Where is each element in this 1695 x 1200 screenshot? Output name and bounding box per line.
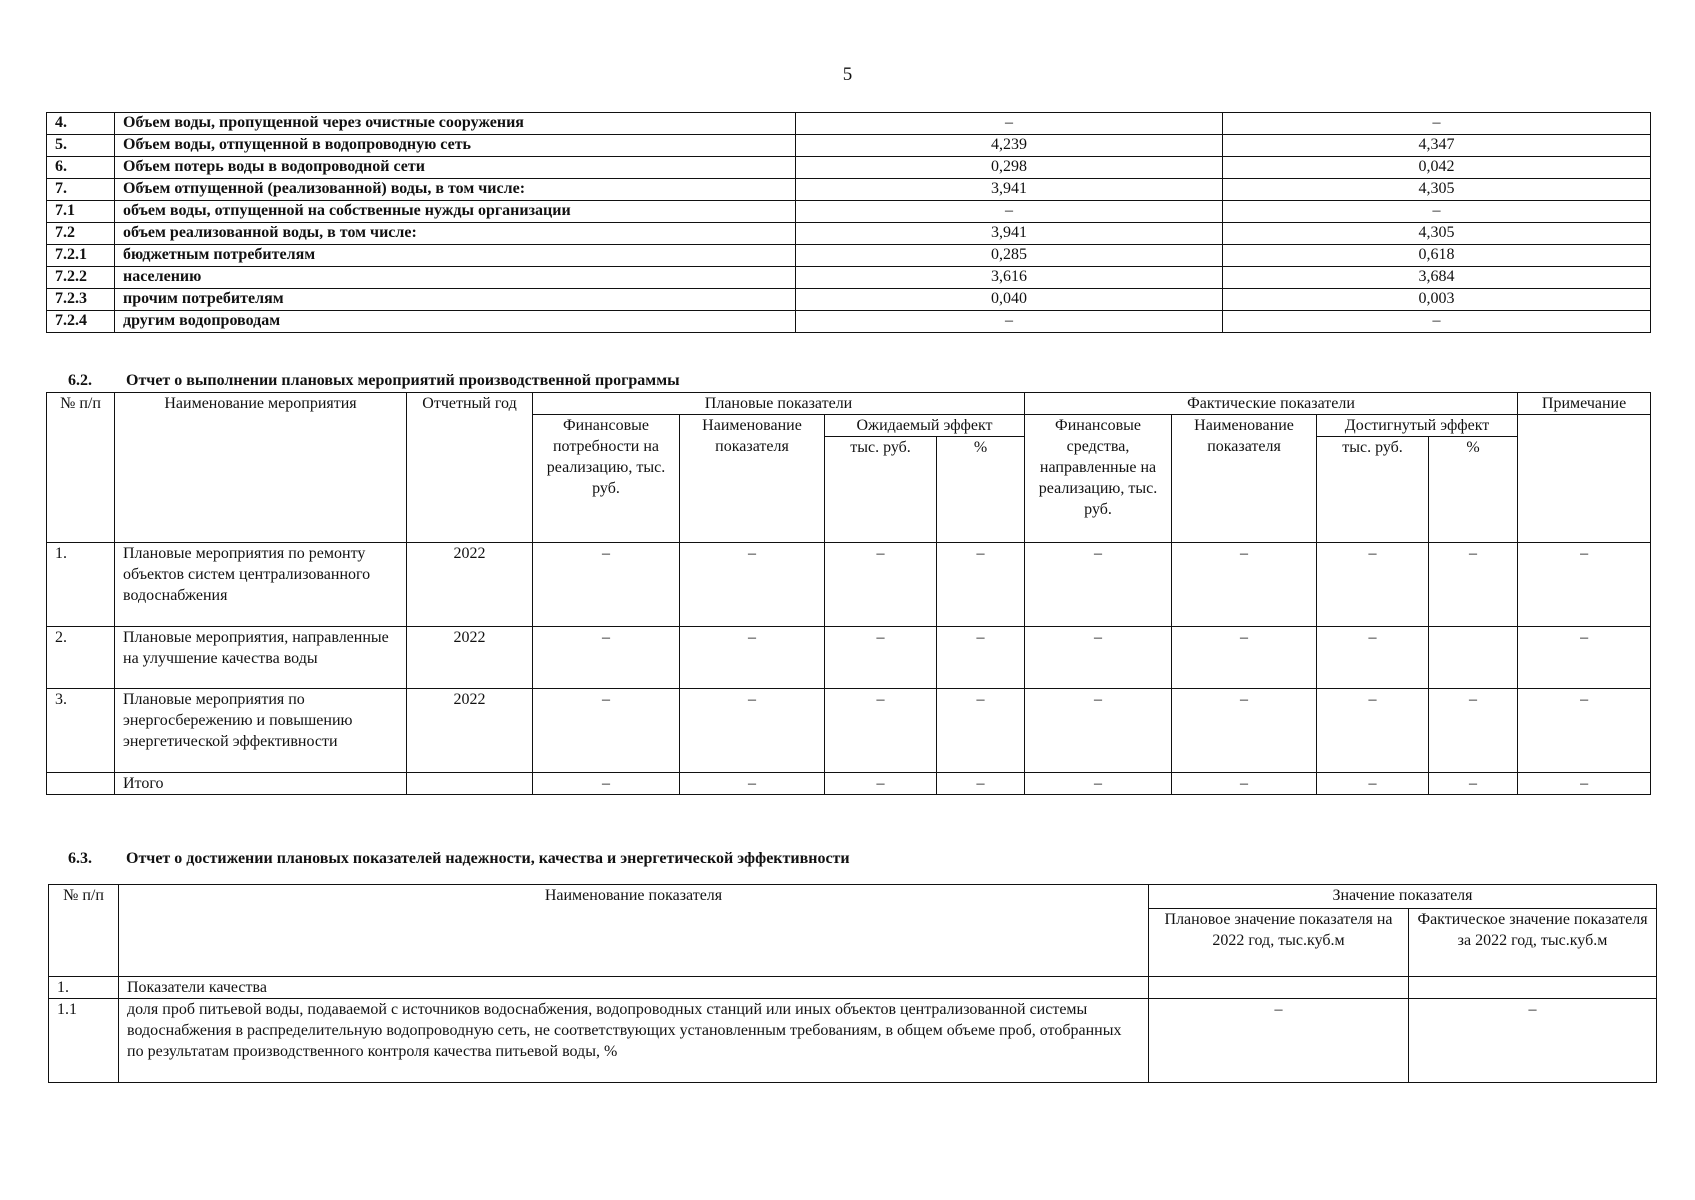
plan-rub-header: тыс. руб. [825, 437, 937, 543]
section-6-3-title: 6.3. Отчет о достижении плановых показателей надежности, качества и энергетической эффективности [68, 850, 850, 867]
row-value-plan: – [796, 113, 1223, 135]
row-value-plan: – [796, 311, 1223, 333]
row-cell: – [1025, 543, 1172, 627]
row-value-plan: 3,941 [796, 179, 1223, 201]
row-cell: – [937, 689, 1025, 773]
table-row [47, 157, 1651, 179]
row-number: 7.2 [47, 223, 115, 245]
row-name: Объем потерь воды в водопроводной сети [115, 157, 796, 179]
table-row [47, 113, 1651, 135]
row-cell: – [937, 773, 1025, 795]
table-row [47, 223, 1651, 245]
row-name: Показатели качества [119, 977, 1149, 999]
row-value-fact: 0,003 [1223, 289, 1651, 311]
row-number: 4. [47, 113, 115, 135]
section-6-2-title: 6.2. Отчет о выполнении плановых мероприятий производственной программы [68, 372, 680, 389]
row-cell: – [825, 689, 937, 773]
row-cell: – [937, 543, 1025, 627]
table-row [47, 773, 1651, 795]
row-name: объем реализованной воды, в том числе: [115, 223, 796, 245]
row-cell: – [1025, 773, 1172, 795]
row-cell: – [533, 543, 680, 627]
row-number [47, 773, 115, 795]
row-value-plan: 4,239 [796, 135, 1223, 157]
table-row [47, 179, 1651, 201]
row-value-fact: 0,618 [1223, 245, 1651, 267]
row-plan-value: – [1149, 999, 1409, 1083]
row-fact-value: – [1409, 999, 1657, 1083]
row-cell: – [825, 773, 937, 795]
row-value-plan: 0,040 [796, 289, 1223, 311]
row-name: Плановые мероприятия, направленные на улучшение качества воды [115, 627, 407, 689]
row-name: другим водопроводам [115, 311, 796, 333]
row-cell: – [825, 543, 937, 627]
fact-rub-header: тыс. руб. [1317, 437, 1429, 543]
fact-pct-header: % [1429, 437, 1518, 543]
row-cell: – [680, 689, 825, 773]
row-cell: – [1317, 773, 1429, 795]
table-row [47, 267, 1651, 289]
col-indicator-name-header: Наименование показателя [119, 885, 1149, 977]
table-row [47, 543, 1651, 627]
row-cell: – [937, 627, 1025, 689]
row-cell: – [1518, 543, 1651, 627]
row-cell: – [1429, 773, 1518, 795]
row-cell: – [1317, 689, 1429, 773]
row-plan-value [1149, 977, 1409, 999]
row-number: 7.2.1 [47, 245, 115, 267]
row-cell: – [680, 773, 825, 795]
row-number: 7.2.3 [47, 289, 115, 311]
row-value-fact: – [1223, 201, 1651, 223]
row-number: 1. [47, 543, 115, 627]
col-num-header: № п/п [49, 885, 119, 977]
row-cell: – [1429, 689, 1518, 773]
fact-value-header: Фактическое значение показателя за 2022 год, тыс.куб.м [1409, 909, 1657, 977]
plan-effect-header: Ожидаемый эффект [825, 415, 1025, 437]
row-cell: – [1518, 627, 1651, 689]
row-cell: – [1317, 543, 1429, 627]
row-year: 2022 [407, 627, 533, 689]
row-value-plan: 3,616 [796, 267, 1223, 289]
row-number: 7.1 [47, 201, 115, 223]
fact-fin-header: Финансовые средства, направленные на реализацию, тыс. руб. [1025, 415, 1172, 543]
table-row [47, 311, 1651, 333]
row-value-fact: 4,305 [1223, 179, 1651, 201]
row-value-fact: 4,305 [1223, 223, 1651, 245]
note-header: Примечание [1518, 393, 1651, 415]
row-cell [1429, 627, 1518, 689]
row-year: 2022 [407, 543, 533, 627]
row-cell: – [680, 627, 825, 689]
row-cell: – [533, 627, 680, 689]
col-name-header: Наименование мероприятия [115, 393, 407, 543]
row-name: населению [115, 267, 796, 289]
note-subheader [1518, 415, 1651, 543]
row-number: 7.2.2 [47, 267, 115, 289]
fact-indicators-header: Фактические показатели [1025, 393, 1518, 415]
row-name: Итого [115, 773, 407, 795]
page-number: 5 [842, 64, 853, 85]
row-number: 1. [49, 977, 119, 999]
row-fact-value [1409, 977, 1657, 999]
row-name: Объем воды, пропущенной через очистные сооружения [115, 113, 796, 135]
table-row [47, 245, 1651, 267]
plan-indicator-name-header: Наименование показателя [680, 415, 825, 543]
row-cell: – [1317, 627, 1429, 689]
row-value-fact: 0,042 [1223, 157, 1651, 179]
row-cell: – [533, 773, 680, 795]
row-value-fact: 4,347 [1223, 135, 1651, 157]
table-row [47, 627, 1651, 689]
row-value-plan: 3,941 [796, 223, 1223, 245]
row-value-fact: – [1223, 113, 1651, 135]
row-number: 6. [47, 157, 115, 179]
water-volume-table [46, 112, 1651, 333]
row-name: бюджетным потребителям [115, 245, 796, 267]
reliability-indicators-table [48, 884, 1657, 1083]
row-name: объем воды, отпущенной на собственные нужды организации [115, 201, 796, 223]
row-cell: – [1518, 689, 1651, 773]
col-num-header: № п/п [47, 393, 115, 543]
col-year-header: Отчетный год [407, 393, 533, 543]
row-name: Плановые мероприятия по ремонту объектов систем централизованного водоснабжения [115, 543, 407, 627]
row-value-fact: 3,684 [1223, 267, 1651, 289]
row-cell: – [1025, 689, 1172, 773]
row-cell: – [533, 689, 680, 773]
row-cell: – [1172, 773, 1317, 795]
plan-fin-header: Финансовые потребности на реализацию, тыс. руб. [533, 415, 680, 543]
row-number: 1.1 [49, 999, 119, 1083]
row-cell: – [1172, 689, 1317, 773]
row-number: 5. [47, 135, 115, 157]
row-value-fact: – [1223, 311, 1651, 333]
row-number: 3. [47, 689, 115, 773]
row-name: Объем отпущенной (реализованной) воды, в том числе: [115, 179, 796, 201]
row-number: 7. [47, 179, 115, 201]
row-value-plan: 0,298 [796, 157, 1223, 179]
row-number: 7.2.4 [47, 311, 115, 333]
table-row [47, 135, 1651, 157]
plan-pct-header: % [937, 437, 1025, 543]
fact-effect-header: Достигнутый эффект [1317, 415, 1518, 437]
table-row [47, 201, 1651, 223]
row-cell: – [1429, 543, 1518, 627]
row-number: 2. [47, 627, 115, 689]
indicator-value-header: Значение показателя [1149, 885, 1657, 909]
table-row [49, 999, 1657, 1083]
row-value-plan: 0,285 [796, 245, 1223, 267]
row-cell: – [825, 627, 937, 689]
table-row [49, 977, 1657, 999]
fact-indicator-name-header: Наименование показателя [1172, 415, 1317, 543]
row-cell: – [680, 543, 825, 627]
plan-value-header: Плановое значение показателя на 2022 год, тыс.куб.м [1149, 909, 1409, 977]
row-value-plan: – [796, 201, 1223, 223]
table-row [47, 289, 1651, 311]
row-year: 2022 [407, 689, 533, 773]
row-cell: – [1025, 627, 1172, 689]
row-name: прочим потребителям [115, 289, 796, 311]
row-name: Плановые мероприятия по энергосбережению и повышению энергетической эффективности [115, 689, 407, 773]
planned-measures-table [46, 392, 1651, 795]
row-name: доля проб питьевой воды, подаваемой с источников водоснабжения, водопроводных станций или иных объектов централизованной системы водоснабжения в распределительную водопроводную сеть, не соответствующих установленным требованиям, в общем объеме проб, отобранных по результатам производственного контроля качества питьевой воды, % [119, 999, 1149, 1083]
table-row [47, 689, 1651, 773]
row-name: Объем воды, отпущенной в водопроводную сеть [115, 135, 796, 157]
plan-indicators-header: Плановые показатели [533, 393, 1025, 415]
row-cell: – [1172, 627, 1317, 689]
row-cell: – [1518, 773, 1651, 795]
row-year [407, 773, 533, 795]
row-cell: – [1172, 543, 1317, 627]
